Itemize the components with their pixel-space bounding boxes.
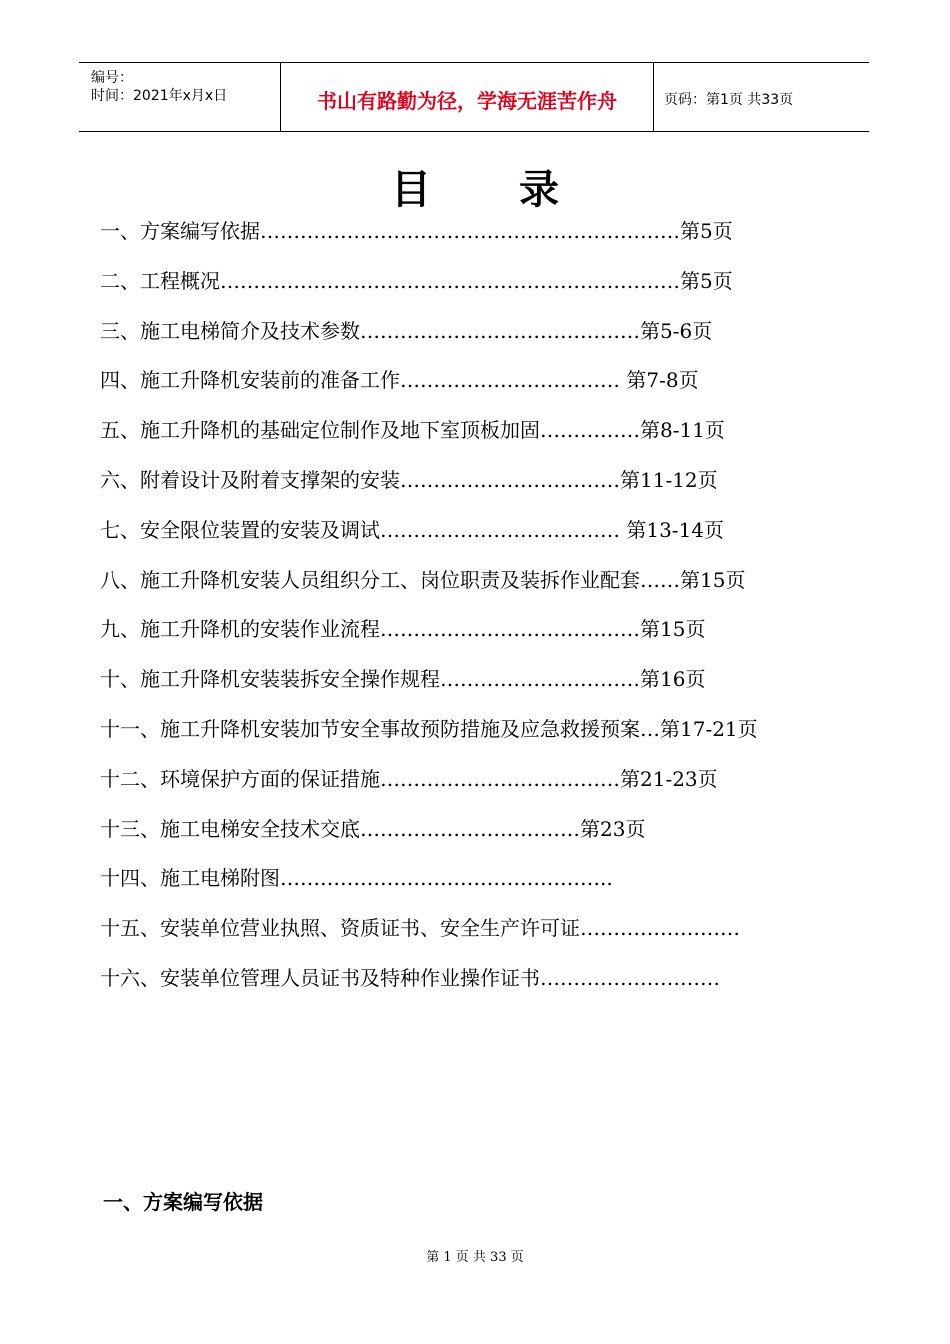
header-motto: 书山有路勤为径，学海无涯苦作舟: [317, 89, 617, 113]
header-page-cell: [654, 63, 869, 131]
toc-entry[interactable]: 六、附着设计及附着支撑架的安装……………………………第11-12页: [100, 467, 718, 492]
toc-entry[interactable]: 三、施工电梯简介及技术参数……………………………………第5-6页: [100, 318, 713, 343]
table-of-contents: [100, 216, 900, 1013]
toc-entry[interactable]: 十六、安装单位管理人员证书及特种作业操作证书………………………: [100, 965, 720, 990]
toc-entry[interactable]: 五、施工升降机的基础定位制作及地下室顶板加固……………第8-11页: [100, 418, 725, 443]
toc-entry[interactable]: 十三、施工电梯安全技术交底……………………………第23页: [100, 816, 646, 841]
header-page-info: 页码：第1页 共33页: [664, 92, 794, 108]
document-number-label: 编号：: [91, 70, 133, 86]
toc-entry[interactable]: 九、施工升降机的安装作业流程…………………………………第15页: [100, 617, 706, 642]
toc-entry[interactable]: 十、施工升降机安装装拆安全操作规程…………………………第16页: [100, 667, 706, 692]
header-meta-cell: [79, 63, 281, 131]
toc-entry[interactable]: 七、安全限位装置的安装及调试……………………………… 第13-14页: [100, 517, 725, 542]
toc-entry[interactable]: 八、施工升降机安装人员组织分工、岗位职责及装拆作业配套……第15页: [100, 567, 746, 592]
section-heading: 一、方案编写依据: [103, 1190, 263, 1214]
toc-entry[interactable]: 十二、环境保护方面的保证措施………………………………第21-23页: [100, 766, 718, 791]
toc-title: 目录: [391, 167, 647, 213]
page-header: [79, 62, 869, 132]
toc-entry[interactable]: 十一、施工升降机安装加节安全事故预防措施及应急救援预案…第17-21页: [100, 716, 758, 741]
toc-entry[interactable]: 二、工程概况……………………………………………………………第5页: [100, 268, 733, 293]
toc-entry[interactable]: 十四、施工电梯附图…………………………………………..: [100, 866, 613, 891]
toc-entry[interactable]: 十五、安装单位营业执照、资质证书、安全生产许可证……………………: [100, 916, 740, 941]
toc-entry[interactable]: 四、施工升降机安装前的准备工作…………………………… 第7-8页: [100, 368, 699, 393]
document-time-label: 时间：2021年x月x日: [91, 88, 228, 104]
page-footer: 第 1 页 共 33 页: [426, 1250, 524, 1265]
header-motto-cell: [281, 63, 654, 131]
toc-entry[interactable]: 一、方案编写依据………………………………………………………第5页: [100, 219, 733, 243]
